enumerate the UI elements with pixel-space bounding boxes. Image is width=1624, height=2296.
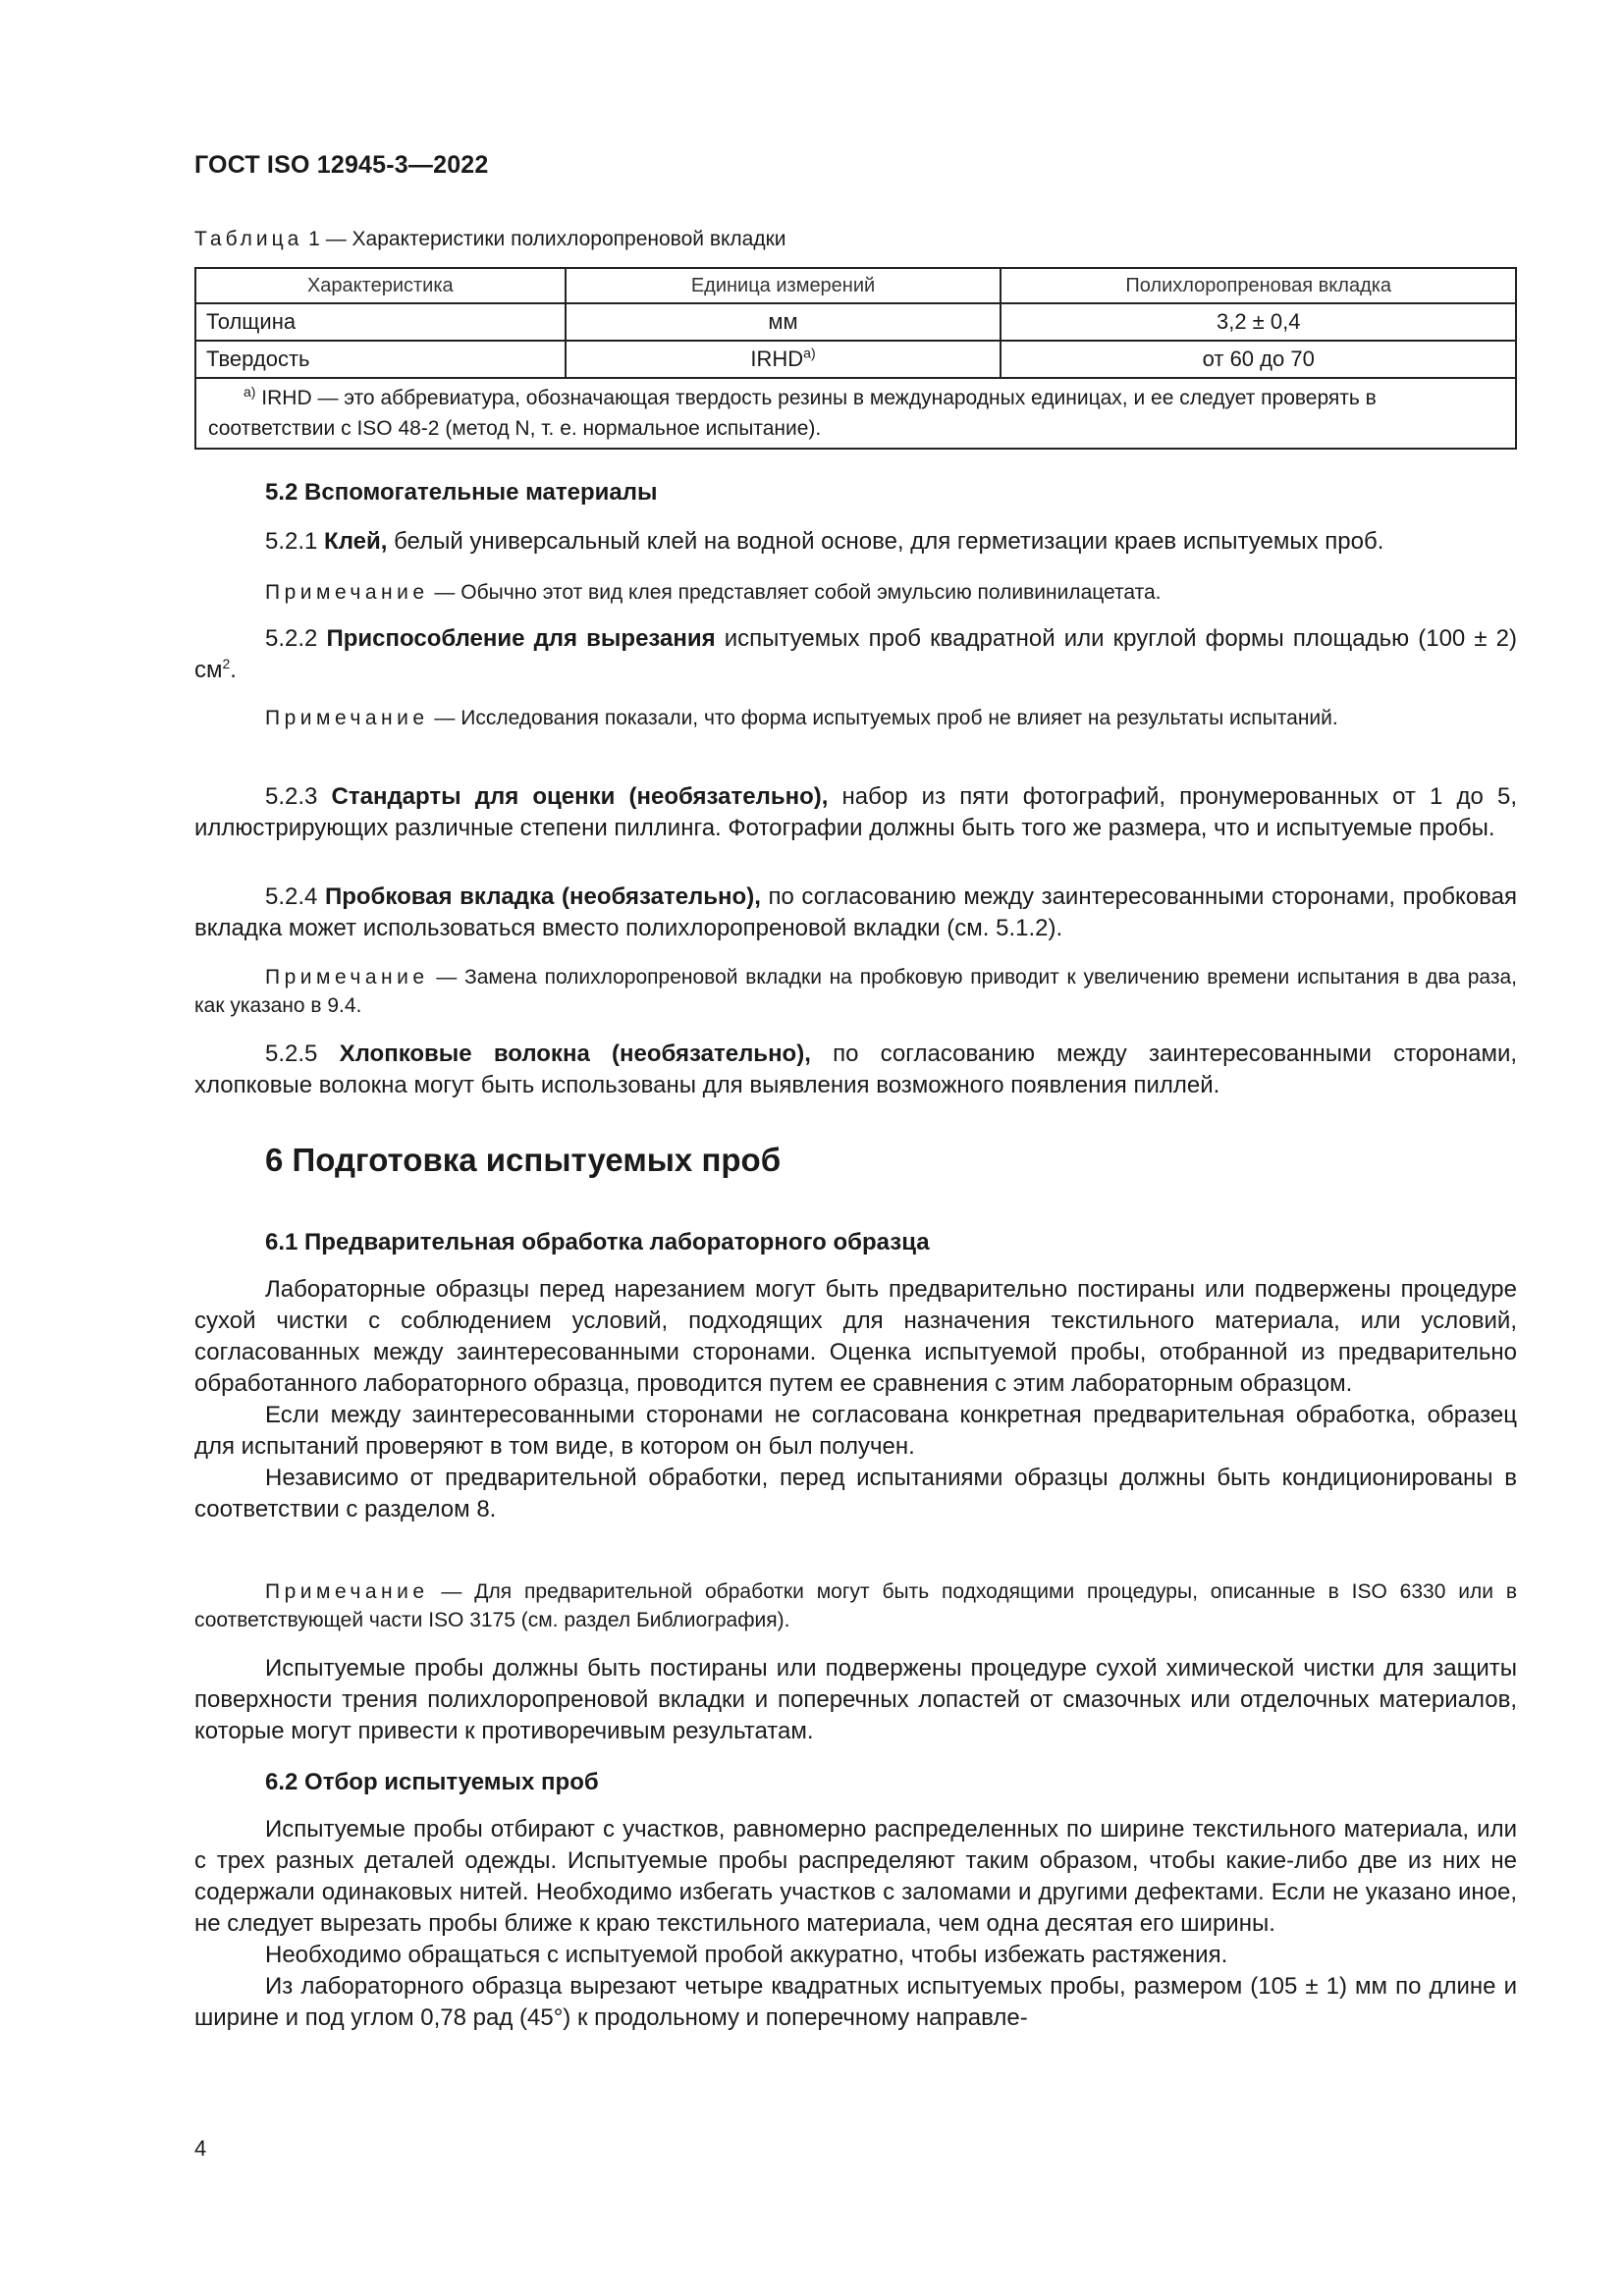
paragraph: Независимо от предварительной обработки, перед испытаниями образцы должны быть кондиционированы в соответствии с разделом 8. xyxy=(194,1465,1517,1522)
clause-text: испытуемых проб квадратной или круглой формы площадью (100 ± 2) см xyxy=(194,625,1518,683)
paragraph-5-2-2 xyxy=(194,623,1517,686)
column-header: Единица измерений xyxy=(566,268,1001,303)
clause-number: 5.2.5 xyxy=(265,1041,340,1067)
clause-number: 5.2.2 xyxy=(265,625,327,652)
section-title: 6 Подготовка испытуемых проб xyxy=(265,1142,782,1178)
note-5-2-4 xyxy=(194,963,1517,1020)
note-5-2-1 xyxy=(194,578,1517,607)
clause-text: белый универсальный клей на водной основе, для герметизации краев испытуемых проб. xyxy=(387,528,1384,555)
note-label: Примечание xyxy=(265,1580,429,1603)
note-label: Примечание xyxy=(265,581,429,604)
clause-number: 5.2.1 xyxy=(265,528,325,555)
table-cell xyxy=(566,303,1001,341)
clause-text: по согласованию между заинтересованными сторонами, хлопковые волокна могут быть использованы для выявления возможного появления пиллей. xyxy=(194,1041,1518,1098)
paragraph: Необходимо обращаться с испытуемой пробой аккуратно, чтобы избежать растяжения. xyxy=(265,1942,1228,1968)
paragraph-5-2-5 xyxy=(194,1039,1517,1101)
clause-end: . xyxy=(230,657,237,683)
paragraph-5-2-4 xyxy=(194,881,1517,944)
table-cell: от 60 до 70 xyxy=(1001,341,1516,378)
table-footnote-row xyxy=(195,378,1516,449)
table-footnote xyxy=(195,378,1516,449)
subsection-title: 6.1 Предварительная обработка лабораторного образца xyxy=(265,1229,930,1255)
section-6-1-tail xyxy=(194,1653,1517,1747)
unit-superscript: а) xyxy=(803,345,816,361)
note-text: — Для предварительной обработки могут быть подходящими процедуры, описанные в ISO 6330 или в соответствующей части ISO 3175 (см. раздел Библиография). xyxy=(194,1580,1517,1631)
note-label: Примечание xyxy=(265,966,429,988)
paragraph: Из лабораторного образца вырезают четыре квадратных испытуемых пробы, размером (105 ± 1) мм по длине и ширине и под углом 0,78 рад (45°) к продольному и поперечному направле- xyxy=(194,1973,1517,2031)
table-caption xyxy=(194,228,786,251)
clause-term: Клей, xyxy=(324,528,388,555)
footnote-mark: а) xyxy=(244,384,256,400)
table-cell: Твердость xyxy=(195,341,566,378)
section-title: 5.2 Вспомогательные материалы xyxy=(265,479,658,506)
clause-term: Пробковая вкладка (необязательно), xyxy=(324,883,761,910)
note-text: — Обычно этот вид клея представляет собой эмульсию поливинилацетата. xyxy=(428,581,1162,604)
section-6-1-heading xyxy=(194,1229,1517,1256)
paragraph: Испытуемые пробы отбирают с участков, равномерно распределенных по ширине текстильного материала, или с трех разных деталей одежды. Испытуемые пробы распределяют таким образом, чтобы какие-либо две из них не содержали одинаковых нитей. Необходимо избегать участков с заломами и другими дефектами. Если не указано иное, не следует вырезать пробы ближе к краю текстильного материала, чем одна десятая его ширины. xyxy=(194,1816,1517,1937)
paragraph: Испытуемые пробы должны быть постираны или подвержены процедуре сухой химической чистки для защиты поверхности трения полихлоропреновой вкладки и поперечных лопастей от смазочных или отделочных материалов, которые могут привести к противоречивым результатам. xyxy=(194,1655,1517,1744)
footnote-text: IRHD — это аббревиатура, обозначающая твердость резины в международных единицах, и ее следует проверять в соответствии с ISO 48-2 (метод N, т. е. нормальное испытание). xyxy=(208,387,1377,440)
subsection-title: 6.2 Отбор испытуемых проб xyxy=(265,1769,599,1795)
characteristics-table xyxy=(194,267,1517,450)
paragraph: Лабораторные образцы перед нарезанием могут быть предварительно постираны или подвержены процедуре сухой чистки с соблюдением условий, подходящих для назначения текстильного материала, или условий, согласованных между заинтересованными сторонами. Оценка испытуемой пробы, отобранной из предварительно обработанного лабораторного образца, проводится путем ее сравнения с этим лабораторным образцом. xyxy=(194,1276,1517,1397)
paragraph-5-2-3 xyxy=(194,781,1517,844)
table-row xyxy=(195,341,1516,378)
clause-text: набор из пяти фотографий, пронумерованных от 1 до 5, иллюстрирующих различные степени пиллинга. Фотографии должны быть того же размера, что и испытуемые пробы. xyxy=(194,783,1518,841)
table-caption-text: 1 — Характеристики полихлоропреновой вкладки xyxy=(302,228,786,250)
section-6-2-body xyxy=(194,1814,1517,2034)
table-cell xyxy=(566,341,1001,378)
note-label: Примечание xyxy=(265,707,429,729)
unit-text: мм xyxy=(768,309,798,334)
clause-number: 5.2.3 xyxy=(265,783,332,810)
note-text: — Замена полихлоропреновой вкладки на пробковую приводит к увеличению времени испытания в два раза, как указано в 9.4. xyxy=(194,966,1517,1017)
clause-number: 5.2.4 xyxy=(265,883,325,910)
clause-term: Хлопковые волокна (необязательно), xyxy=(339,1041,811,1067)
clause-text: по согласованию между заинтересованными сторонами, пробковая вкладка может использоваться вместо полихлоропреновой вкладки (см. 5.1.2). xyxy=(194,883,1517,941)
column-header: Характеристика xyxy=(195,268,566,303)
section-6-2-heading xyxy=(194,1769,1517,1796)
table-header-row xyxy=(195,268,1516,303)
note-6-1 xyxy=(194,1577,1517,1634)
section-6-1-body xyxy=(194,1274,1517,1525)
page-number: 4 xyxy=(194,2136,207,2161)
note-5-2-2 xyxy=(194,704,1517,732)
paragraph-5-2-1 xyxy=(194,526,1517,558)
section-5-2 xyxy=(194,479,1517,507)
table-row xyxy=(195,303,1516,341)
table-caption-label: Таблица xyxy=(194,228,303,250)
paragraph: Если между заинтересованными сторонами не согласована конкретная предварительная обработка, образец для испытаний проверяют в том виде, в котором он был получен. xyxy=(194,1402,1517,1460)
superscript: 2 xyxy=(222,656,231,671)
table-cell: Толщина xyxy=(195,303,566,341)
document-header: ГОСТ ISO 12945-3—2022 xyxy=(194,151,489,179)
section-6-heading xyxy=(194,1142,1517,1179)
clause-term: Приспособление для вырезания xyxy=(326,625,716,652)
note-text: — Исследования показали, что форма испытуемых проб не влияет на результаты испытаний. xyxy=(428,707,1338,729)
unit-text: IRHD xyxy=(750,347,804,371)
column-header: Полихлоропреновая вкладка xyxy=(1001,268,1516,303)
table-cell: 3,2 ± 0,4 xyxy=(1001,303,1516,341)
clause-term: Стандарты для оценки (необязательно), xyxy=(331,783,829,810)
